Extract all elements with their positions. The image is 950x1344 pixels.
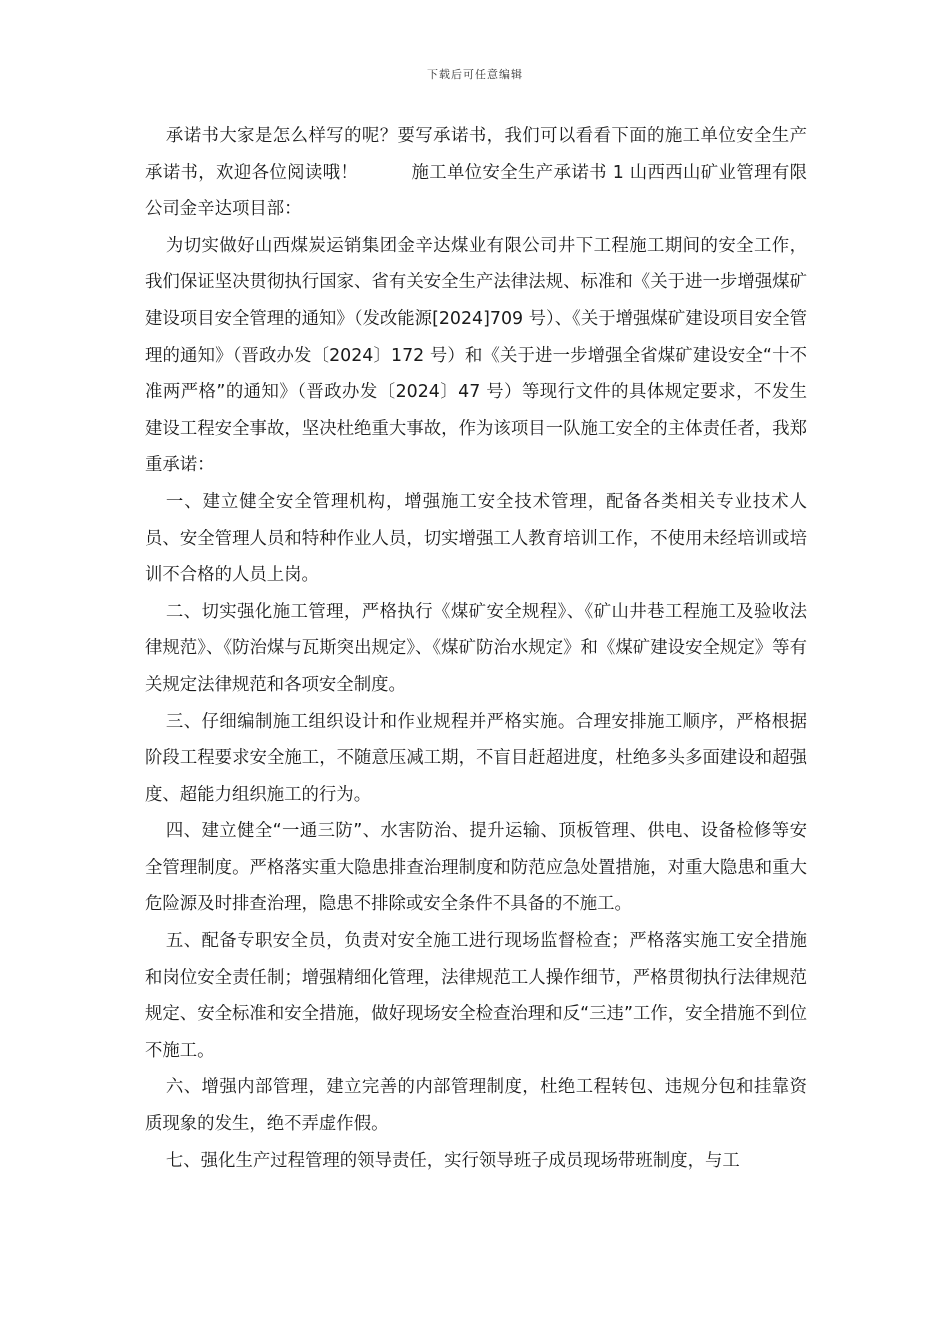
page-header: 下载后可任意编辑 [427, 68, 523, 81]
paragraph-item-5: 五、配备专职安全员，负责对安全施工进行现场监督检查；严格落实施工安全措施和岗位安全责任制；增强精细化管理，法律规范工人操作细节，严格贯彻执行法律规范规定、安全标准和安全措施，做好现场安全检查治理和反“三违”工作，安全措施不到位不施工。 [145, 931, 807, 1061]
paragraph-intro: 承诺书大家是怎么样写的呢？要写承诺书，我们可以看看下面的施工单位安全生产承诺书，欢迎各位阅读哦！ 施工单位安全生产承诺书 1 山西西山矿业管理有限公司金辛达项目部： [145, 126, 807, 220]
paragraph-item-3: 三、仔细编制施工组织设计和作业规程并严格实施。合理安排施工顺序，严格根据阶段工程要求安全施工，不随意压减工期，不盲目赶超进度，杜绝多头多面建设和超强度、超能力组织施工的行为。 [145, 711, 807, 805]
document-body [145, 118, 807, 1179]
paragraph-item-7: 七、强化生产过程管理的领导责任，实行领导班子成员现场带班制度，与工 [165, 1150, 740, 1171]
paragraph-item-4: 四、建立健全“一通三防”、水害防治、提升运输、顶板管理、供电、设备检修等安全管理制度。严格落实重大隐患排查治理制度和防范应急处置措施，对重大隐患和重大危险源及时排查治理，隐患不排除或安全条件不具备的不施工。 [145, 821, 807, 915]
paragraph-item-6: 六、增强内部管理，建立完善的内部管理制度，杜绝工程转包、违规分包和挂靠资质现象的发生，绝不弄虚作假。 [145, 1077, 807, 1135]
paragraph-item-2: 二、切实强化施工管理，严格执行《煤矿安全规程》、《矿山井巷工程施工及验收法律规范》、《防治煤与瓦斯突出规定》、《煤矿防治水规定》和《煤矿建设安全规定》等有关规定法律规范和各项安全制度。 [145, 601, 807, 695]
paragraph-preamble: 为切实做好山西煤炭运销集团金辛达煤业有限公司井下工程施工期间的安全工作，我们保证坚决贯彻执行国家、省有关安全生产法律法规、标准和《关于进一步增强煤矿建设项目安全管理的通知》（发改能源[2024]709 号）、《关于增强煤矿建设项目安全管理的通知》（晋政办发〔2024〕172 号）和《关于进一步增强全省煤矿建设安全“十不准两严格”的通知》（晋政办发〔2024〕47 号）等现行文件的具体规定要求，不发生建设工程安全事故，坚决杜绝重大事故，作为该项目一队施工安全的主体责任者，我郑重承诺： [145, 235, 807, 476]
paragraph-item-1: 一、建立健全安全管理机构，增强施工安全技术管理，配备各类相关专业技术人员、安全管理人员和特种作业人员，切实增强工人教育培训工作，不使用未经培训或培训不合格的人员上岗。 [145, 491, 807, 586]
